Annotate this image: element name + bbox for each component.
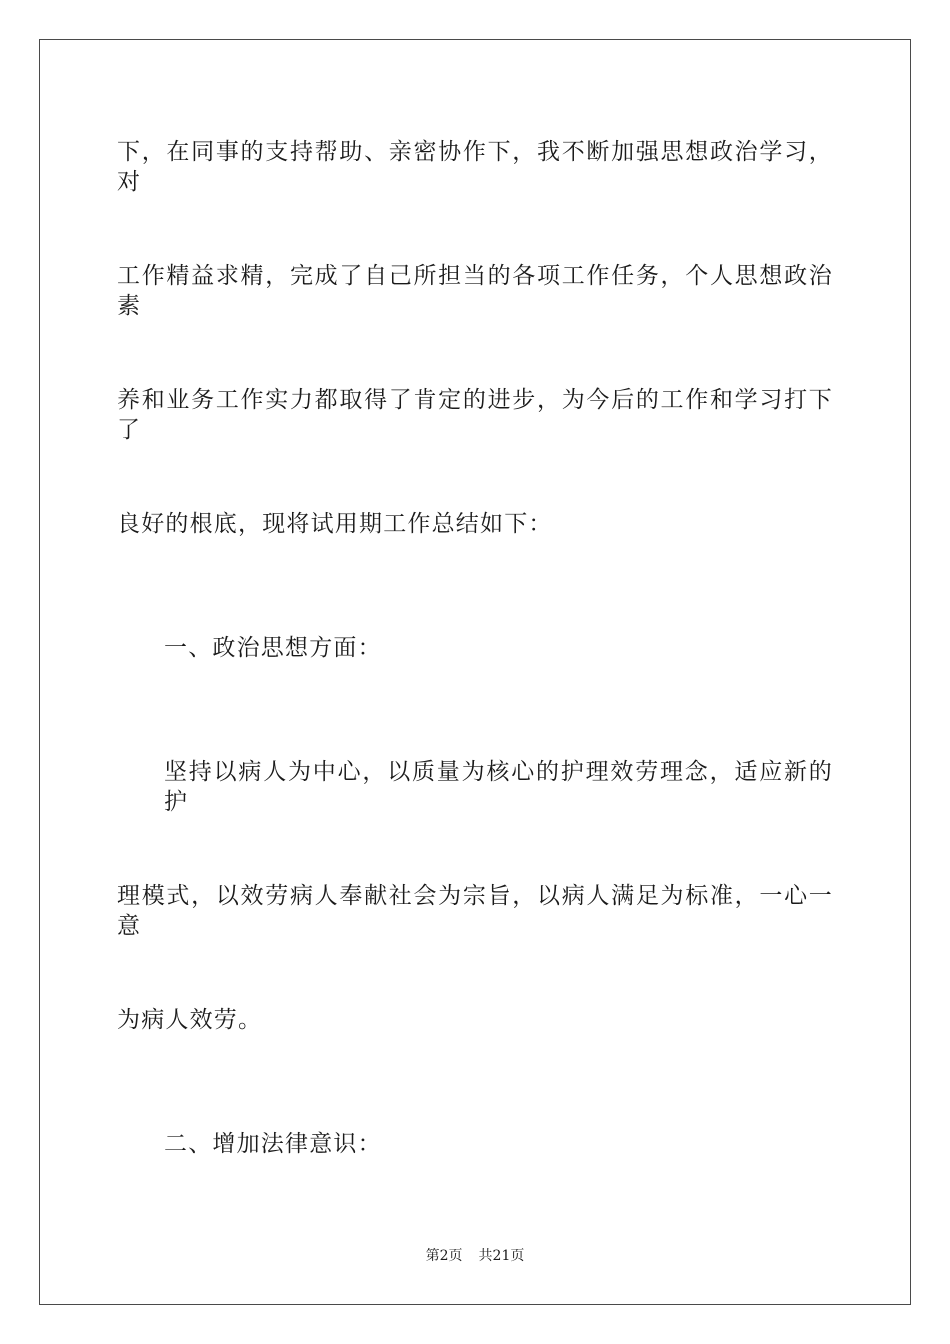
body-line-2: 工作精益求精，完成了自己所担当的各项工作任务，个人思想政治素 xyxy=(117,263,833,319)
body-line-4: 良好的根底，现将试用期工作总结如下： xyxy=(117,511,553,537)
page-number-total: 共21页 xyxy=(478,1248,525,1264)
page-number-current: 第2页 xyxy=(425,1248,463,1264)
section-heading-2: 二、增加法律意识： xyxy=(164,1131,382,1157)
section-heading-1: 一、政治思想方面： xyxy=(164,635,382,661)
body-line-7: 为病人效劳。 xyxy=(117,1007,263,1033)
body-line-5: 坚持以病人为中心，以质量为核心的护理效劳理念，适应新的护 xyxy=(164,759,833,815)
page-border xyxy=(39,39,911,1305)
body-line-3: 养和业务工作实力都取得了肯定的进步，为今后的工作和学习打下了 xyxy=(117,387,833,443)
body-line-1: 下，在同事的支持帮助、亲密协作下，我不断加强思想政治学习，对 xyxy=(117,139,833,195)
page-footer xyxy=(0,1247,950,1265)
body-line-6: 理模式，以效劳病人奉献社会为宗旨，以病人满足为标准，一心一意 xyxy=(117,883,833,939)
